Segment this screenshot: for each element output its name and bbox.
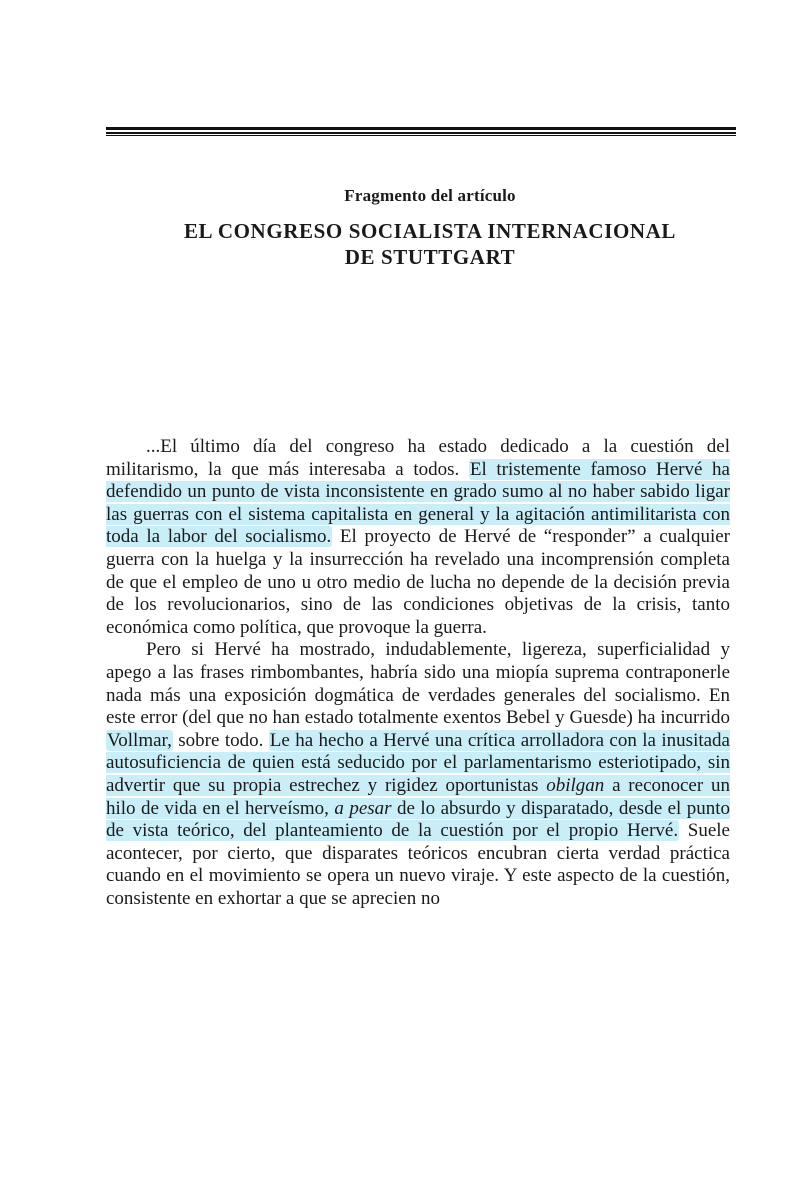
paragraph-1 <box>106 436 730 639</box>
text-segment: Suele acontecer, por cierto, que disparates teóricos encubran cierta verdad práctica cuando en el movimiento se opera un nuevo viraje. Y este aspecto de la cuestión, consistente en exhortar a que se aprecien no <box>106 820 730 909</box>
header-rule-thin <box>106 135 736 136</box>
header-rule-medium <box>106 132 736 134</box>
paragraph-2 <box>106 639 730 910</box>
article-title-line-1: EL CONGRESO SOCIALISTA INTERNACIONAL <box>183 219 677 243</box>
text-segment: Pero si Hervé ha mostrado, indudablemente, ligereza, superficialidad y apego a las frases rimbombantes, habría sido una miopía suprema contraponerle nada más una exposición dogmática de verdades generales del socialismo. En este error (del que no han estado totalmente exentos Bebel y Guesde) ha incurrido <box>106 639 730 729</box>
text-segment: Le ha hecho a Hervé una crítica arrolladora con la inusitada autosuficiencia de quien está seducido por el parlamentarismo esteriotipado, sin advertir que su propia estrechez y rigidez oportunistas <box>106 729 730 796</box>
highlighted-word[interactable]: Vollmar, <box>107 729 172 751</box>
article-title-line-2: DE STUTTGART <box>344 245 516 269</box>
italic-phrase: a pesar <box>334 797 392 819</box>
article-kicker: Fragmento del artículo <box>344 186 516 205</box>
text-segment: a reconocer un hilo de vida en el herveísmo, <box>106 774 731 819</box>
italic-word: obilgan <box>546 774 605 796</box>
article-body <box>106 436 730 910</box>
highlighted-passage[interactable]: El tristemente famoso Hervé ha defendido un punto de vista inconsistente en grado sumo al no haber sabido ligar las guerras con el sistema capitalista en general y la agitación antimilitarista con toda la labor del socialismo. <box>106 458 730 548</box>
text-segment: ...El último día del congreso ha estado dedicado a la cuestión del militarismo, la que más interesaba a todos. <box>106 436 730 480</box>
text-segment: de lo absurdo y disparatado, desde el punto de vista teórico, del planteamiento de la cuestión por el propio Hervé. <box>106 797 730 842</box>
text-segment: sobre todo. <box>172 729 269 751</box>
text-segment: El proyecto de Hervé de “responder” a cualquier guerra con la huelga y la insurrección ha revelado una incomprensión completa de que el empleo de uno u otro medio de lucha no depende de la decisión previa de los revolucionarios, sino de las condiciones objetivas de la crisis, tanto económica como política, que provoque la guerra. <box>106 526 730 638</box>
header-rule-thick <box>106 127 736 130</box>
article-title <box>0 218 800 270</box>
